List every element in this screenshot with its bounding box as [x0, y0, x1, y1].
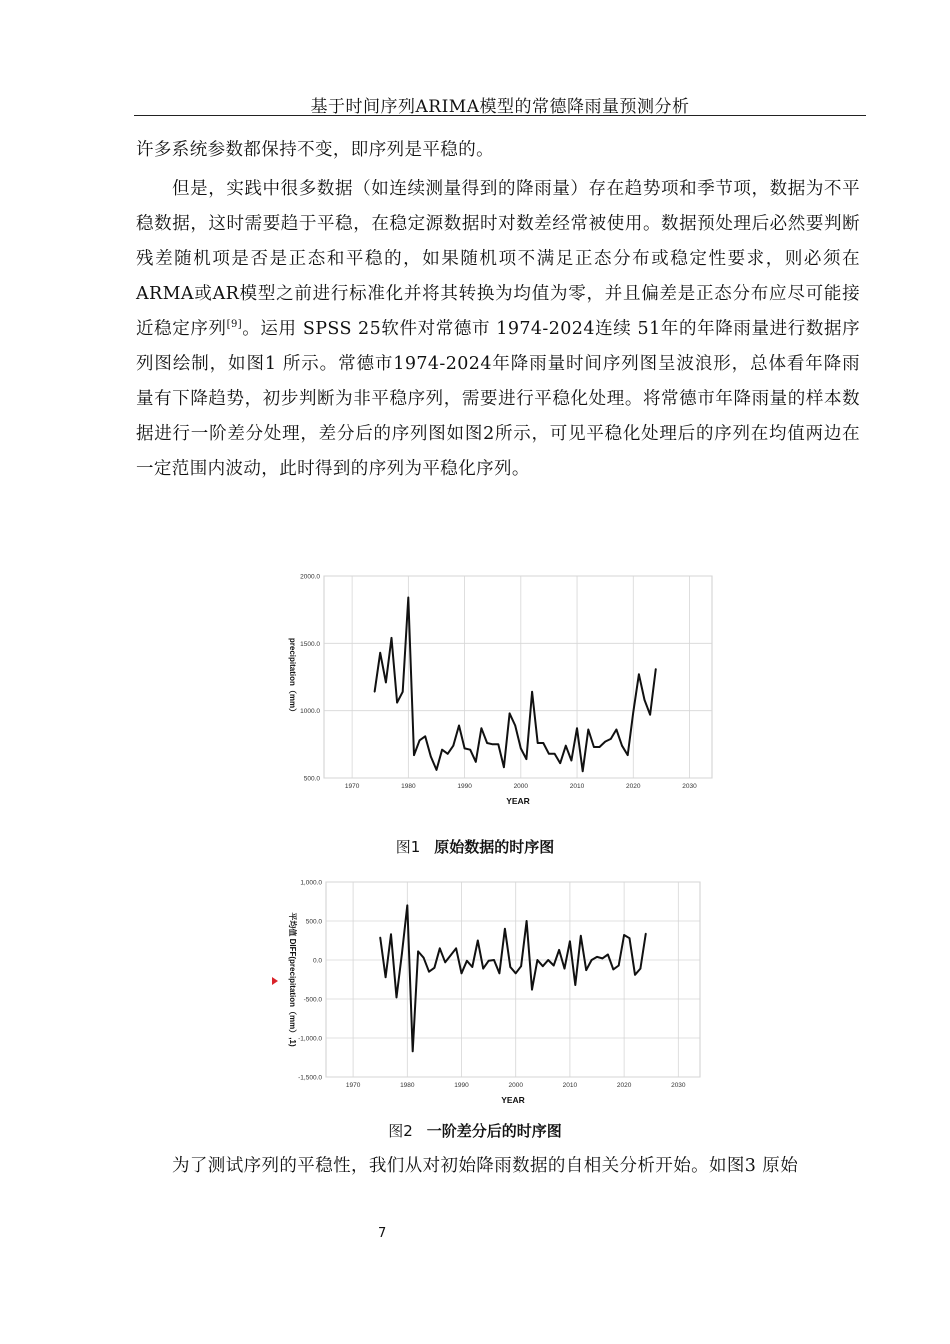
data-point [466, 960, 468, 962]
data-point [613, 969, 615, 971]
data-point [434, 967, 436, 969]
x-tick-label: 2020 [616, 1082, 632, 1089]
data-point [610, 738, 612, 740]
data-point [553, 965, 555, 967]
data-point [408, 597, 410, 599]
data-point [469, 749, 471, 751]
data-point [417, 951, 419, 953]
y-tick-label: 1,000.0 [300, 879, 322, 887]
data-point [599, 746, 601, 748]
data-point [390, 934, 392, 936]
data-point [564, 968, 566, 970]
data-point [569, 941, 571, 943]
data-point [593, 746, 595, 748]
data-point [482, 968, 484, 970]
data-point [526, 920, 528, 922]
citation-ref[interactable]: [9] [226, 319, 243, 331]
data-point [379, 937, 381, 939]
data-point [575, 984, 577, 986]
figure-1-caption [0, 836, 950, 857]
y-axis-label: precipitation（mm） [288, 637, 297, 717]
data-point [439, 948, 441, 950]
y-tick-label: -1,500.0 [298, 1074, 322, 1082]
figure-2-caption [0, 1120, 950, 1141]
data-point [396, 702, 398, 704]
data-point [554, 753, 556, 755]
figure-2-chart [276, 872, 716, 1104]
y-tick-label: 500.0 [305, 918, 322, 926]
data-point [526, 758, 528, 760]
data-point [385, 976, 387, 978]
data-point [618, 965, 620, 967]
data-point [475, 761, 477, 763]
data-point [472, 966, 474, 968]
data-point [633, 711, 635, 713]
data-point [604, 741, 606, 743]
x-tick-label: 2010 [562, 1082, 578, 1089]
data-point [430, 756, 432, 758]
data-point [447, 753, 449, 755]
data-point [649, 714, 651, 716]
data-point [402, 691, 404, 693]
running-header: 基于时间序列ARIMA模型的常德降雨量预测分析 [310, 97, 690, 117]
data-point [644, 699, 646, 701]
y-tick-label: 2000.0 [300, 573, 320, 581]
data-point [576, 727, 578, 729]
paragraph-2-text-b: 。运用 SPSS 25软件对常德市 1974-2024连续 51年的年降雨量进行数据序列图绘制，如图1 所示。常德市1974-2024年降雨量时间序列图呈波浪形，总体看年降雨量有下降趋势，初步判断为非平稳序列，需要进行平稳化处理。将常德市年降雨量的样本数据进行一阶差分处理，差分后的序列图如图2所示，可见平稳化处理后的序列在均值两边在一定范围内波动，此时得到的序列为平稳化序列。 [136, 319, 861, 479]
data-point [453, 745, 455, 747]
data-point [464, 748, 466, 750]
data-point [542, 965, 544, 967]
data-point [558, 949, 560, 951]
figure-1-number: 图1 [395, 838, 421, 856]
data-point [537, 959, 539, 961]
data-point [621, 745, 623, 747]
data-point [413, 754, 415, 756]
data-point [531, 989, 533, 991]
data-point [602, 958, 604, 960]
data-point [441, 749, 443, 751]
data-point [645, 933, 647, 935]
data-point [582, 771, 584, 773]
data-point [634, 974, 636, 976]
figure-1-chart [272, 566, 722, 808]
x-tick-label: 1990 [457, 783, 472, 790]
data-point [374, 691, 376, 693]
x-tick-label: 2020 [626, 783, 641, 790]
x-tick-label: 2030 [682, 783, 697, 790]
data-point [412, 1051, 414, 1053]
y-tick-label: 500.0 [303, 775, 320, 783]
data-point [423, 957, 425, 959]
data-point [565, 745, 567, 747]
data-point [571, 760, 573, 762]
data-point [444, 962, 446, 964]
data-point [477, 940, 479, 942]
x-tick-label: 1970 [344, 783, 360, 790]
data-point [499, 973, 501, 975]
data-point [481, 727, 483, 729]
plot-area [326, 882, 700, 1077]
y-axis-label: 平均值 DIFF(precipitation（mm）,1) [288, 912, 297, 1047]
data-point [531, 691, 533, 693]
x-tick-label: 2030 [671, 1082, 686, 1089]
page-number: 7 [378, 1226, 387, 1241]
data-point [655, 668, 657, 670]
data-point [493, 959, 495, 961]
data-point [616, 729, 618, 731]
data-point [504, 928, 506, 930]
y-tick-label: 1000.0 [300, 708, 320, 716]
data-point [520, 965, 522, 967]
data-point [514, 725, 516, 727]
x-tick-label: 1980 [401, 783, 416, 790]
data-point [520, 748, 522, 750]
paragraph-3: 为了测试序列的平稳性，我们从对初始降雨数据的自相关分析开始。如图3 原始 [172, 1156, 799, 1176]
y-tick-label: -500.0 [303, 996, 322, 1004]
data-point [503, 766, 505, 768]
data-point [401, 953, 403, 955]
data-point [543, 742, 545, 744]
data-point [591, 959, 593, 961]
data-point [515, 973, 517, 975]
data-point [509, 713, 511, 715]
data-point [580, 935, 582, 937]
data-point [537, 742, 539, 744]
data-point [596, 956, 598, 958]
data-point [407, 905, 409, 907]
x-axis-label: YEAR [506, 796, 530, 806]
data-point [640, 968, 642, 970]
data-point [396, 997, 398, 999]
paragraph-2 [136, 172, 860, 487]
header-rule [134, 115, 866, 116]
x-tick-label: 2000 [513, 783, 529, 790]
figure-2-number: 图2 [388, 1122, 413, 1140]
data-point [623, 934, 625, 936]
data-point [585, 969, 587, 971]
data-point [607, 954, 609, 956]
data-point [428, 971, 430, 973]
data-point [548, 753, 550, 755]
data-point [379, 652, 381, 654]
paragraph-1: 许多系统参数都保持不变，即序列是平稳的。 [136, 140, 494, 160]
data-point [629, 937, 631, 939]
data-point [391, 637, 393, 639]
x-tick-label: 2010 [569, 783, 585, 790]
paragraph-2-text-a: 但是，实践中很多数据（如连续测量得到的降雨量）存在趋势项和季节项，数据为不平稳数据，这时需要趋于平稳，在稳定源数据时对数差经常被使用。数据预处理后必然要判断残差随机项是否是正态和平稳的，如果随机项不满足正态分布或稳定性要求，则必须在ARMA或AR模型之前进行标准化并将其转换为均值为零，并且偏差是正态分布应尽可能接近稳定序列 [136, 179, 860, 339]
data-point [510, 966, 512, 968]
data-point [419, 740, 421, 742]
data-point [627, 754, 629, 756]
y-tick-label: 1500.0 [300, 640, 320, 648]
figure-1-caption-text: 原始数据的时序图 [434, 838, 555, 856]
data-point [486, 742, 488, 744]
x-tick-label: 2000 [508, 1082, 523, 1089]
data-point [450, 955, 452, 957]
data-point [458, 725, 460, 727]
data-point [498, 744, 500, 746]
data-point [492, 744, 494, 746]
x-tick-label: 1990 [454, 1082, 469, 1089]
data-point [488, 960, 490, 962]
data-point [547, 959, 549, 961]
data-point [436, 769, 438, 771]
x-tick-label: 1980 [400, 1082, 415, 1089]
data-point [461, 973, 463, 975]
data-point [638, 674, 640, 676]
x-tick-label: 1970 [345, 1082, 361, 1089]
data-point [385, 682, 387, 684]
y-tick-label: 0.0 [312, 957, 322, 965]
figure-2-caption-text: 一阶差分后的时序图 [426, 1122, 562, 1140]
data-point [455, 948, 457, 950]
data-point [424, 736, 426, 738]
y-tick-label: -1,000.0 [298, 1035, 322, 1043]
data-point [559, 762, 561, 764]
data-point [588, 729, 590, 731]
x-axis-label: YEAR [501, 1095, 525, 1104]
